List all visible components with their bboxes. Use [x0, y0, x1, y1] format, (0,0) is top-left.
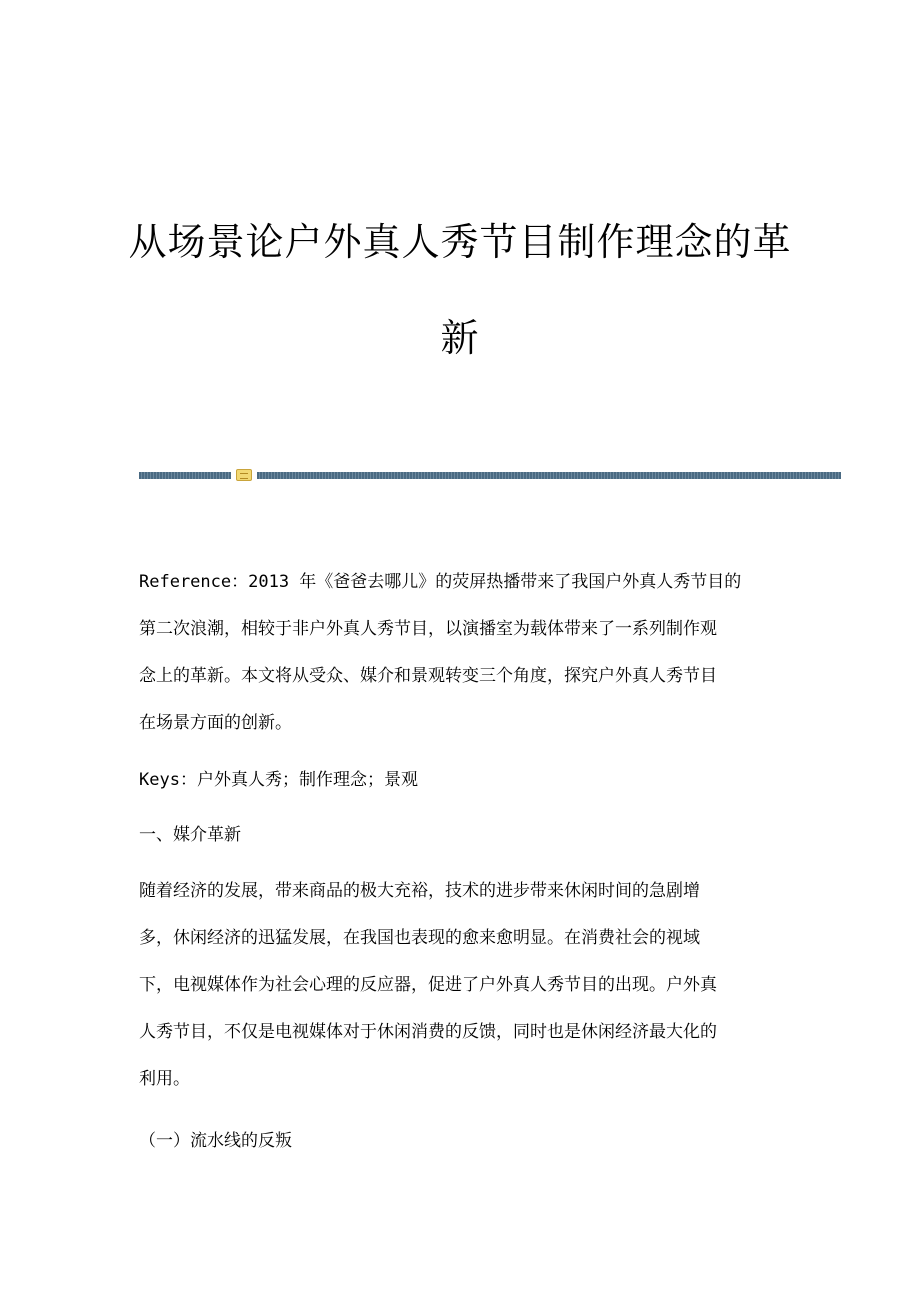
abstract-line: Reference：2013 年《爸爸去哪儿》的荧屏热播带来了我国户外真人秀节目的: [139, 572, 742, 592]
body-paragraph: [139, 868, 779, 1103]
abstract-line: 第二次浪潮，相较于非户外真人秀节目，以演播室为载体带来了一系列制作观: [139, 619, 717, 639]
body-line: 人秀节目，不仅是电视媒体对于休闲消费的反馈，同时也是休闲经济最大化的: [139, 1022, 717, 1042]
subsection-heading: （一）流水线的反叛: [139, 1131, 292, 1151]
body-line: 多，休闲经济的迅猛发展，在我国也表现的愈来愈明显。在消费社会的视域: [139, 928, 700, 948]
section-heading: 一、媒介革新: [139, 825, 241, 845]
abstract-line: 念上的革新。本文将从受众、媒介和景观转变三个角度，探究户外真人秀节目: [139, 666, 717, 686]
body-line: 利用。: [139, 1069, 190, 1089]
document-title-line-2: 新: [440, 316, 480, 360]
title-divider: [139, 468, 841, 482]
divider-bar-right: [257, 472, 841, 479]
abstract-paragraph: [139, 559, 779, 747]
body-line: 随着经济的发展，带来商品的极大充裕，技术的进步带来休闲时间的急剧增: [139, 881, 700, 901]
divider-ornament-icon: [236, 469, 252, 481]
keywords-line: Keys：户外真人秀；制作理念；景观: [139, 770, 418, 790]
document-title-line-1: 从场景论户外真人秀节目制作理念的革: [128, 220, 792, 264]
body-line: 下，电视媒体作为社会心理的反应器，促进了户外真人秀节目的出现。户外真: [139, 975, 717, 995]
divider-bar-left: [139, 472, 231, 479]
abstract-line: 在场景方面的创新。: [139, 713, 292, 733]
